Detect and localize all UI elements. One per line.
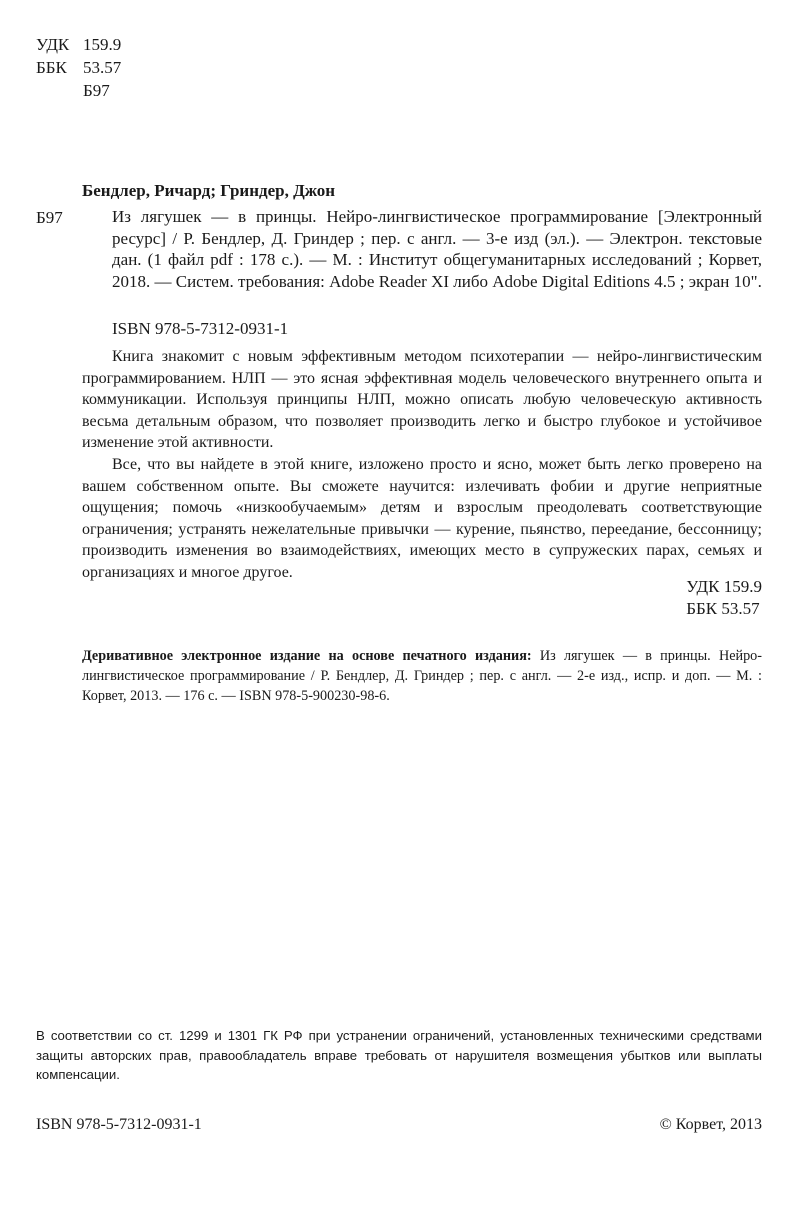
annotation-paragraph-2: Все, что вы найдете в этой книге, изложено просто и ясно, может быть легко проверено на вашем собственном опыте. Вы сможете научится: излечивать фобии и другие неприятные ощущения; помочь «низкообучаемым» детям и взрослым преодолевать соответствующие ограничения; устранять нежелательные привычки — курение, пьянство, переедание, бессонницу; производить изменения во взаимодействиях, имеющих место в супружеских парах, семьях и организациях и многое другое. <box>82 455 762 581</box>
udk-label: УДК <box>36 35 70 54</box>
record-description <box>82 206 762 292</box>
footer-isbn: ISBN 978-5-7312-0931-1 <box>36 1116 202 1133</box>
rights-notice: В соответствии со ст. 1299 и 1301 ГК РФ при устранении ограничений, установленных техническими средствами защиты авторских прав, правообладатель вправе требовать от нарушителя возмещения убытков или выплаты компенсации. <box>36 1028 762 1082</box>
derivative-note <box>82 647 762 706</box>
bbk-line <box>36 57 121 79</box>
right-bbk: ББК 53.57 <box>686 599 760 618</box>
bbk-label: ББК <box>36 58 67 77</box>
right-udk: УДК 159.9 <box>686 577 762 596</box>
annotation-paragraph-1: Книга знакомит с новым эффективным методом психотерапии — нейро-лингвистическим программированием. НЛП — это ясная эффективная модель человеческого внутреннего опыта и коммуникации. Используя принципы НЛП, можно описать любую человеческую активность весьма детальным образом, что позволяет производить легко и быстро глубокое и устойчивое изменение этой активности. <box>82 348 762 452</box>
author-mark: Б97 <box>83 81 110 100</box>
record-code: Б97 <box>36 208 63 227</box>
record-description-text: Из лягушек — в принцы. Нейро-лингвистическое программирование [Электронный ресурс] / Р. Бендлер, Д. Гриндер ; пер. с англ. — 3-е изд (эл.). — Электрон. текстовые дан. (1 файл pdf : 178 с.). — М. : Институт общегуманитарных исследований ; Корвет, 2018. — Систем. требования: Adobe Reader XI либо Adobe Digital Editions 4.5 ; экран 10". <box>112 207 762 291</box>
record-author: Бендлер, Ричард; Гриндер, Джон <box>82 181 336 200</box>
udk-line <box>36 34 121 56</box>
annotation <box>82 346 762 584</box>
derivative-label: Деривативное электронное издание на основе печатного издания: <box>82 648 532 664</box>
bbk-value: 53.57 <box>83 58 122 77</box>
udk-value: 159.9 <box>83 35 122 54</box>
derivative-text: Из лягушек — в принцы. Нейро-лингвистическое программирование / Р. Бендлер, Д. Гриндер ; пер. с англ. — 2-е изд., испр. и доп. — М. : Корвет, 2013. — 176 с. — ISBN 978-5-900230-98-6. <box>82 648 762 704</box>
right-classification-codes <box>686 576 762 620</box>
footer-copyright: © Корвет, 2013 <box>659 1116 762 1133</box>
record-isbn: ISBN 978-5-7312-0931-1 <box>112 319 289 338</box>
